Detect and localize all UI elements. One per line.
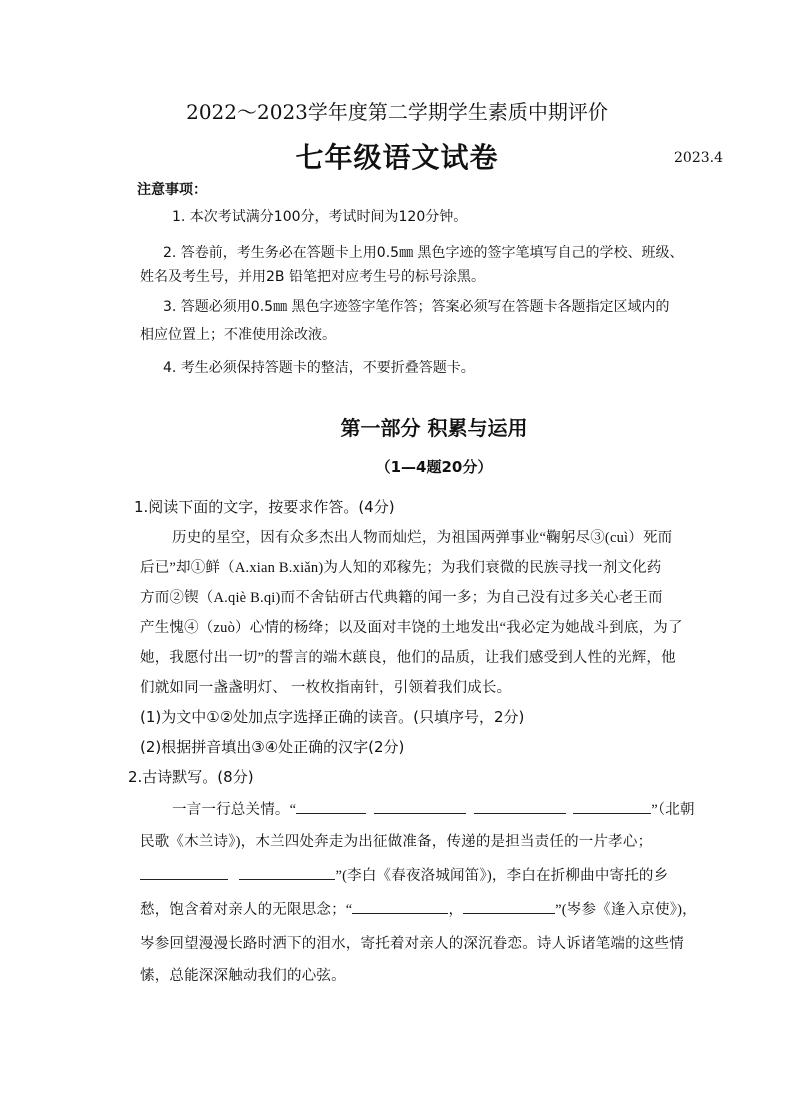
answer-blank-5[interactable]	[140, 865, 228, 880]
question-1-sub-1: (1)为文中①②处加点字选择正确的读音。(只填序号，2分)	[140, 708, 525, 726]
notice-item-3: 3. 答题必须用0.5㎜ 黑色字迹签字笔作答；答案必须写在答题卡各题指定区域内的	[163, 299, 670, 315]
poem-line-3	[140, 864, 668, 885]
poem-line-3-source: ”(李白《春夜洛城闻笛》)，李白在折柳曲中寄托的乡	[335, 868, 669, 884]
passage-line-5: 她，我愿付出一切”的誓言的端木蕻良，他们的品质，让我们感受到人性的光辉，他	[140, 650, 676, 666]
notice-item-3-cont: 相应位置上；不准使用涂改液。	[140, 327, 336, 343]
poem-line-4	[140, 898, 697, 919]
passage-line-3: 方而②锲（A.qiè B.qi)而不舍钻研古代典籍的闻一多；为自己没有过多关心老王而	[140, 590, 663, 606]
answer-blank-7[interactable]	[352, 899, 448, 914]
poem-line-1-source: ”（北朝	[651, 802, 695, 818]
notice-item-2-cont: 姓名及考生号，并用2B 铅笔把对应考生号的标号涂黑。	[140, 269, 485, 285]
poem-line-2: 民歌《木兰诗》)，木兰四处奔走为出征做准备，传递的是担当责任的一片孝心；	[140, 834, 653, 850]
notice-item-2: 2. 答卷前，考生务必在答题卡上用0.5㎜ 黑色字迹的签字笔填写自己的学校、班级、	[163, 245, 684, 261]
answer-blank-3[interactable]	[474, 799, 566, 814]
passage-line-6: 们就如同一盏盏明灯、 一枚枚指南针，引领着我们成长。	[140, 680, 512, 696]
poem-line-4-text: 愁，饱含着对亲人的无限思念；“	[140, 902, 353, 918]
section-title: 第一部分 积累与运用	[340, 416, 528, 440]
poem-line-6: 愫，总能深深触动我们的心弦。	[140, 968, 346, 984]
answer-blank-6[interactable]	[239, 865, 335, 880]
answer-blank-8[interactable]	[463, 899, 555, 914]
poem-line-4-source: ”(岑参《逢入京使》)，	[555, 902, 697, 918]
notice-item-4: 4. 考生必须保持答题卡的整洁，不要折叠答题卡。	[163, 360, 475, 376]
question-1-stem: 1.阅读下面的文字，按要求作答。(4分)	[134, 498, 395, 516]
question-1-sub-2: (2)根据拼音填出③④处正确的汉字(2分)	[140, 738, 405, 756]
answer-blank-4[interactable]	[573, 799, 651, 814]
notice-item-1: 1. 本次考试满分100分，考试时间为120分钟。	[172, 209, 468, 225]
section-subtitle: （1—4题20分）	[375, 458, 493, 476]
poem-line-4-comma: ，	[448, 902, 464, 918]
poem-line-1-text: 一言一行总关情。“	[172, 802, 297, 818]
page-title: 七年级语文试卷	[295, 141, 499, 174]
poem-line-1	[172, 798, 695, 819]
answer-blank-1[interactable]	[296, 799, 366, 814]
question-2-stem: 2.古诗默写。(8分)	[128, 768, 254, 786]
exam-date: 2023.4	[674, 150, 723, 166]
answer-blank-2[interactable]	[374, 799, 466, 814]
passage-line-1: 历史的星空，因有众多杰出人物而灿烂，为祖国两弹事业“鞠躬尽③(cuì）死而	[172, 530, 673, 546]
passage-line-2: 后已”却①鲜（A.xian B.xiǎn)为人知的邓稼先；为我们衰微的民族寻找一剂文化药	[140, 560, 662, 576]
notice-heading: 注意事项：	[137, 182, 207, 198]
poem-line-5: 岑参回望漫漫长路时洒下的泪水，寄托着对亲人的深沉眷恋。诗人诉诸笔端的这些情	[140, 936, 684, 952]
exam-term-heading: 2022～2023学年度第二学期学生素质中期评价	[186, 100, 608, 124]
passage-line-4: 产生愧④（zuò）心情的杨绛；以及面对丰饶的土地发出“我必定为她战斗到底，为了	[140, 620, 683, 636]
